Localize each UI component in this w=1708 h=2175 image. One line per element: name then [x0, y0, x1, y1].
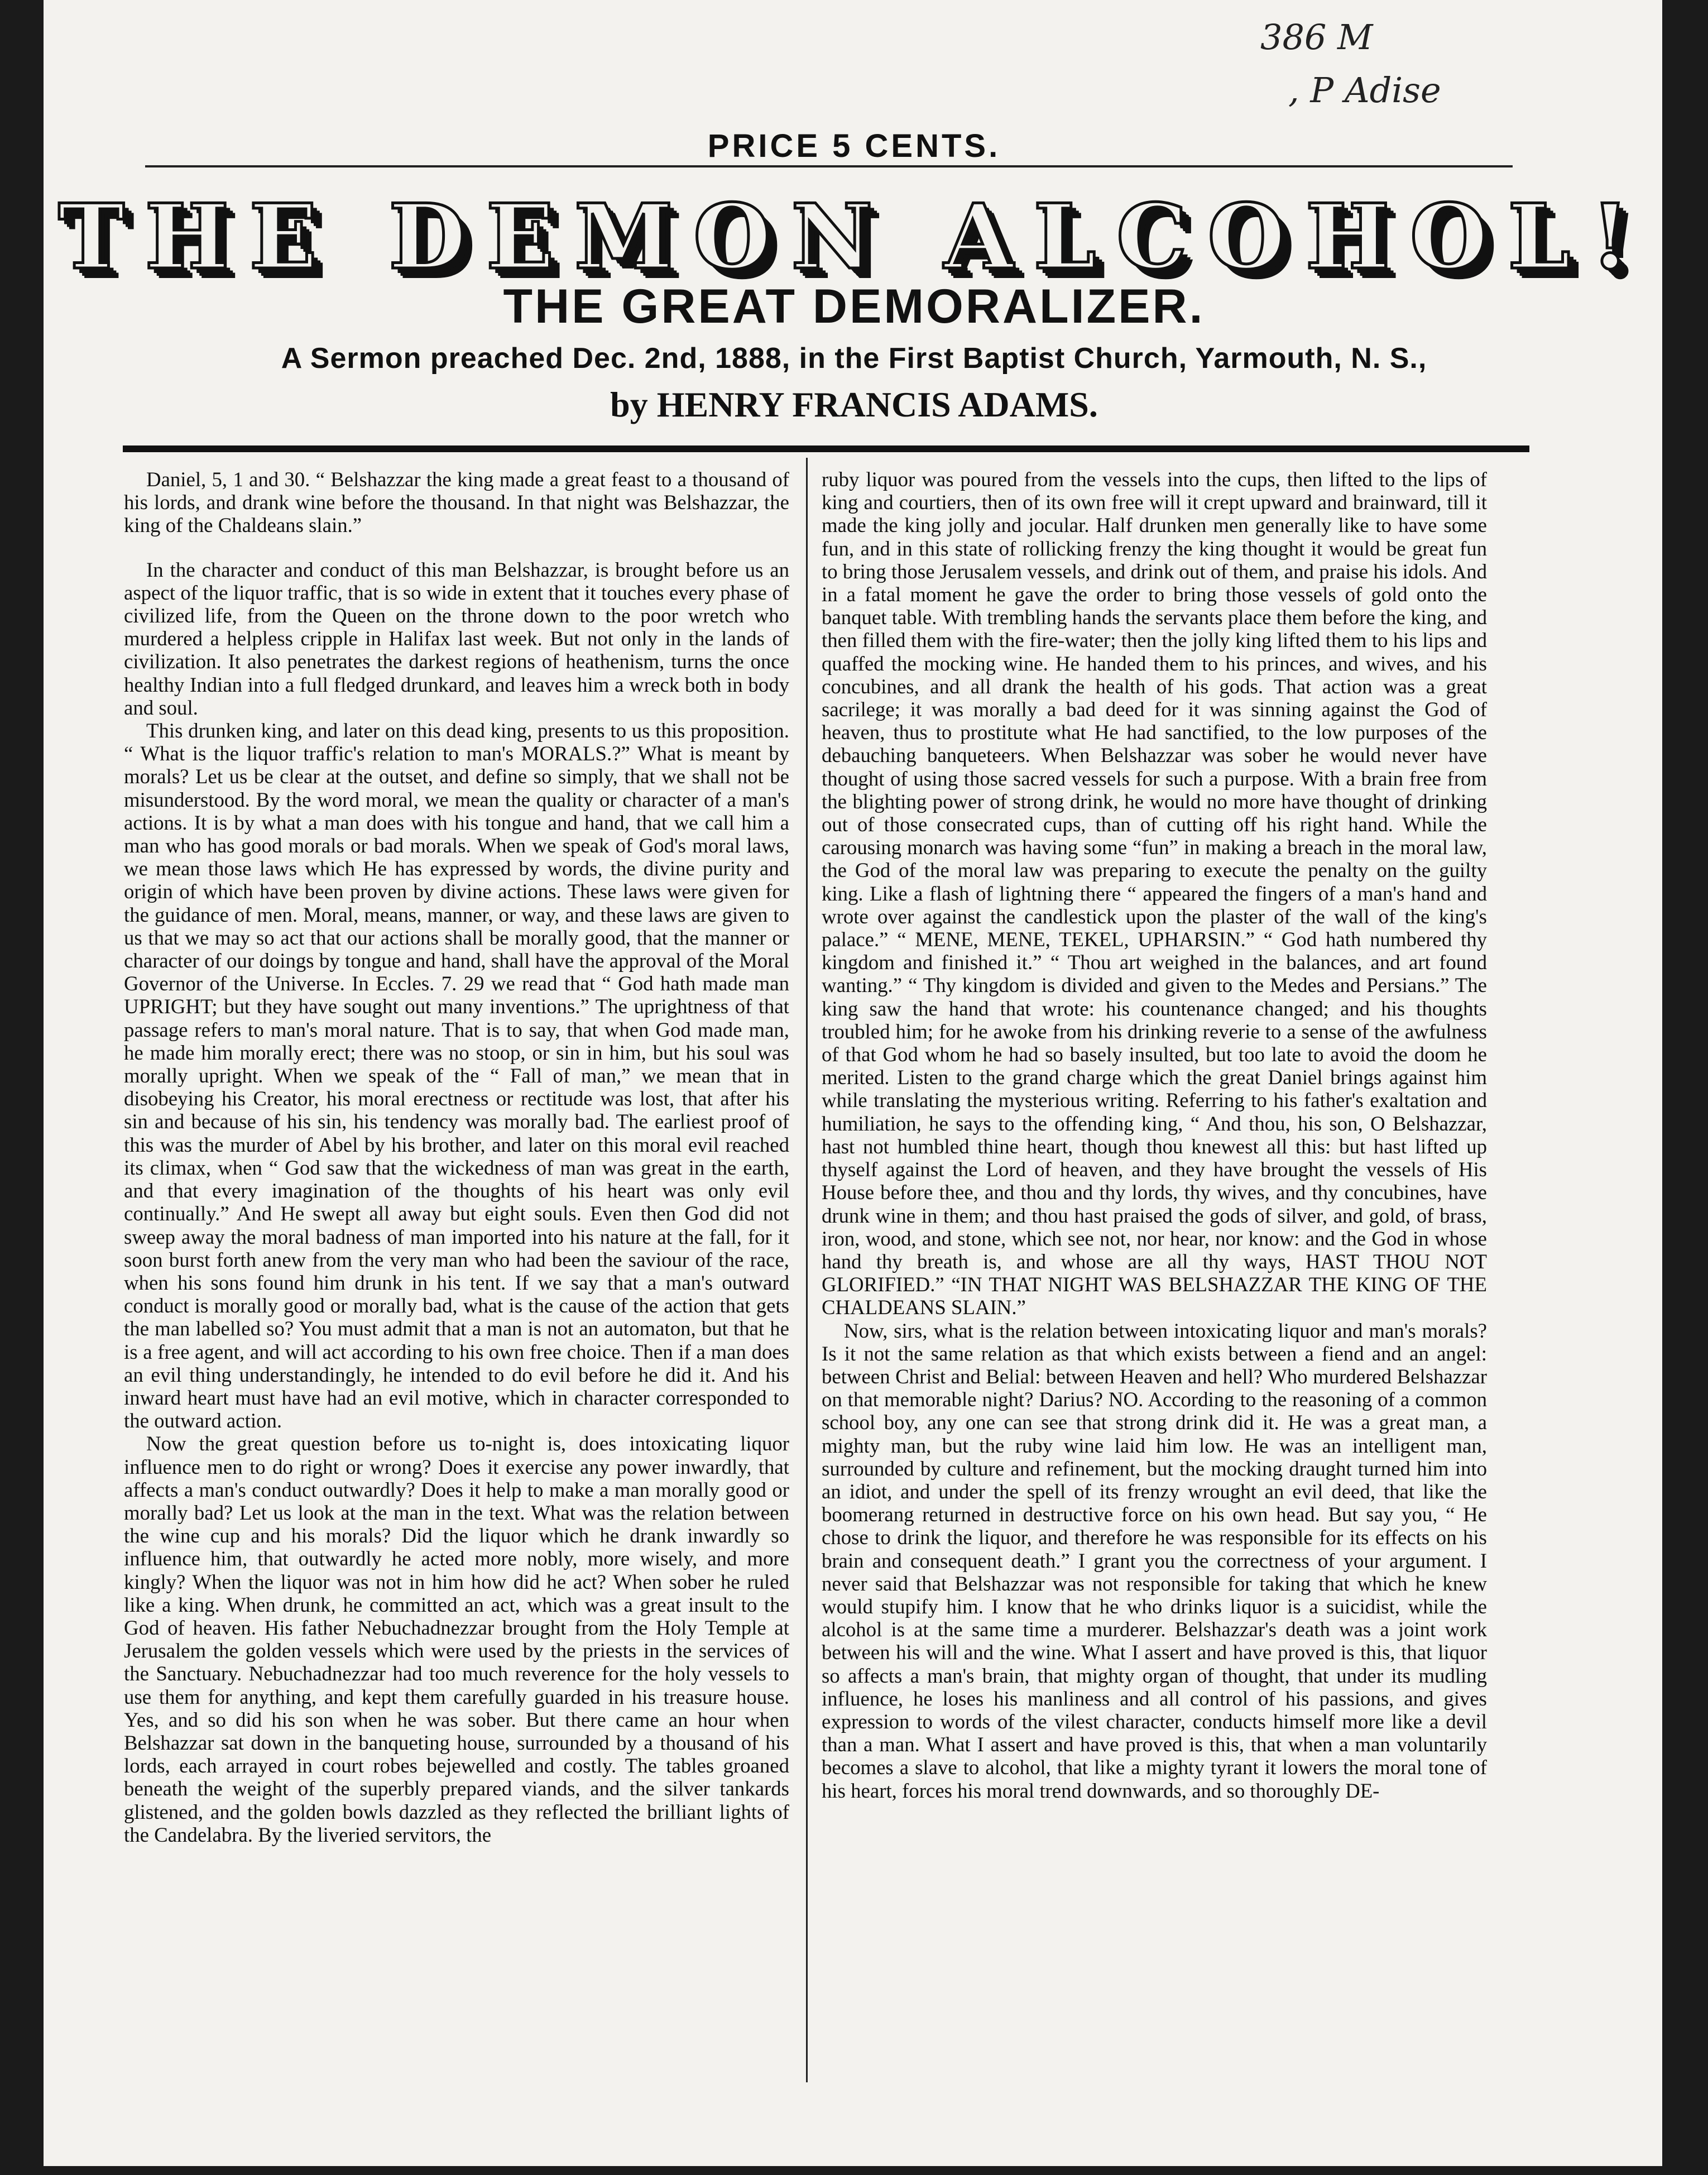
left-paragraph: Daniel, 5, 1 and 30. “ Belshazzar the king made a great feast to a thousand of his lords, and drank wine before the thousand. In that night was Belshazzar, the king of the Chaldeans slain.”: [124, 468, 789, 537]
top-rule: [145, 165, 1513, 167]
left-paragraph: This drunken king, and later on this dead king, presents to us this proposition. “ What is the liquor traffic's relation to man's MORALS.?” What is meant by morals? Let us be clear at the outset, and define so simply, that we shall not be misunderstood. By the word moral, we mean the quality or character of a man's actions. It is by what a man does with his tongue and hand, that we call him a man who has good morals or bad morals. When we speak of God's moral laws, we mean those laws which He has expressed by words, the divine purity and origin of which have been proven by divine actions. These laws were given for the guidance of men. Moral, means, manner, or way, and these laws are given to us that we may so act that our actions shall be morally good, that the manner or character of our doings by tongue and hand, shall have the approval of the Moral Governor of the Universe. In Eccles. 7. 29 we read that “ God hath made man UPRIGHT; but they have sought out many inventions.” The uprightness of that passage refers to man's moral nature. That is to say, that when God made man, he made him morally erect; there was no stoop, or sin in him, but his soul was morally upright. When we speak of the “ Fall of man,” we mean that in disobeying his Creator, his moral erectness or rectitude was lost, that after his sin and because of his sin, his tendency was morally bad. The earliest proof of this was the murder of Abel by his brother, and later on this moral evil reached its climax, when “ God saw that the wickedness of man was great in the earth, and that every imagination of the thoughts of his heart was only evil continually.” And He swept all away but eight souls. Even then God did not sweep away the moral badness of man imported into his nature at the fall, for it soon burst forth anew from the very man who had been the saviour of the race, when his sons found him drunk in his tent. If we say that a man's outward conduct is morally good or morally bad, what is the cause of the action that gets the man labelled so? You must admit that a man is not an automaton, but that he is a free agent, and will act according to his own free choice. Then if a man does an evil thing understandingly, he intended to do evil before he did it. And his inward heart must have had an evil motive, which in character corresponded to the outward action.: [124, 719, 789, 1433]
annotation-line-1: 386 M: [1260, 17, 1373, 58]
sermon-occasion: A Sermon preached Dec. 2nd, 1888, in the First Baptist Church, Yarmouth, N. S.,: [281, 342, 1427, 375]
page-title: THE DEMON ALCOHOL!: [58, 184, 1650, 289]
heavy-rule: [123, 445, 1529, 452]
price-label: PRICE 5 CENTS.: [707, 128, 1001, 164]
right-paragraph: Now, sirs, what is the relation between intoxicating liquor and man's morals? Is it not the same relation as that which exists between a fiend and an angel: between Christ and Belial: between Heaven and hell? Who murdered Belshazzar on that memorable night? Darius? NO. According to the reasoning of a common school boy, any one can see that strong drink did it. He was a great man, a mighty man, but the ruby wine laid him low. He was an intelligent man, surrounded by culture and refinement, but the mocking draught turned him into an idiot, and under the spell of its frenzy wrought an evil deed, that like the boomerang returned in destructive force on his own head. But say you, “ He chose to drink the liquor, and therefore he was responsible for its effects on his brain and consequent death.” I grant you the correctness of your argument. I never said that Belshazzar was not responsible for taking that which he knew would stupify him. I know that he who drinks liquor is a suicidist, while the alcohol is at the same time a murderer. Belshazzar's death was a joint work between his will and the wine. What I assert and have proved is this, that liquor so affects a man's brain, that mighty organ of thought, that under its mudling influence, he loses his manliness and all control of his passions, and gives expression to words of the vilest character, conducts himself more like a devil than a man. What I assert and have proved is this, that when a man voluntarily becomes a slave to alcohol, that like a mighty tyrant it lowers the moral tone of his heart, forces his moral trend downwards, and so thoroughly DE-: [822, 1319, 1487, 1802]
handwritten-annotation: [1260, 11, 1651, 123]
left-paragraph: Now the great question before us to-night is, does intoxicating liquor influence men to do right or wrong? Does it exercise any power inwardly, that affects a man's conduct outwardly? Does it help to make a man morally good or morally bad? Let us look at the man in the text. What was the relation between the wine cup and his morals? Did the liquor which he drank inwardly so influence him, that outwardly he acted more nobly, more wisely, and more kingly? When the liquor was not in him how did he act? When sober he ruled like a king. When drunk, he committed an act, which was a great insult to the God of heaven. His father Nebuchadnezzar brought from the Holy Temple at Jerusalem the golden vessels which were used by the priests in the services of the Sanctuary. Nebuchadnezzar had too much reverence for the holy vessels to use them for anything, and kept them carefully guarded in his treasure house. Yes, and so did his son when he was sober. But there came an hour when Belshazzar sat down in the banqueting house, surrounded by a thousand of his lords, each arrayed in court robes bejewelled and costly. The tables groaned beneath the weight of the superbly prepared viands, and the silver tankards glistened, and the golden bowls dazzled as they reflected the brilliant lights of the Candelabra. By the liveried servitors, the: [124, 1432, 789, 1846]
author-byline: by HENRY FRANCIS ADAMS.: [610, 385, 1098, 424]
page-subtitle: THE GREAT DEMORALIZER.: [503, 280, 1205, 333]
right-column: [822, 468, 1487, 2076]
left-column: [124, 468, 789, 2076]
right-paragraph: ruby liquor was poured from the vessels into the cups, then lifted to the lips of king and courtiers, then of its own free will it crept upward and brainward, till it made the king jolly and jocular. Half drunken men generally like to have some fun, and in this state of rollicking frenzy the king thought it would be great fun to bring those Jerusalem vessels, and drink out of them, and praise his idols. And in a fatal moment he gave the order to bring those vessels of gold onto the banquet table. With trembling hands the servants place them before the king, and then filled them with the fire-water; then the jolly king lifted them to his lips and quaffed the mocking wine. He handed them to his princes, and wives, and his concubines, and all drank the health of his gods. That action was a great sacrilege; it was morally a bad deed for it was sinning against the God of heaven, thus to prostitute what He had sanctified, to the low purposes of the debauching banqueteers. When Belshazzar was sober he would never have thought of using those sacred vessels for such a purpose. With a brain free from the blighting power of strong drink, he would no more have thought of drinking out of those consecrated cups, than of cutting off his right hand. While the carousing monarch was having some “fun” in making a breach in the moral law, the God of the moral law was preparing to execute the penalty on the guilty king. Like a flash of lightning there “ appeared the fingers of a man's hand and wrote over against the candlestick upon the plaster of the wall of the king's palace.” “ MENE, MENE, TEKEL, UPHARSIN.” “ God hath numbered thy kingdom and finished it.” “ Thou art weighed in the balances, and art found wanting.” “ Thy kingdom is divided and given to the Medes and Persians.” The king saw the hand that wrote: his countenance changed; and his thoughts troubled him; for he awoke from his drinking reverie to a sense of the awfulness of that God whom he had so basely insulted, but too late to avoid the doom he merited. Listen to the grand charge which the great Daniel brings against him while translating the mysterious writing. Referring to his father's exaltation and humiliation, he says to the offending king, “ And thou, his son, O Belshazzar, hast not humbled thine heart, though thou knewest all this: but hast lifted up thyself against the Lord of heaven, and they have brought the vessels of His House before thee, and thou and thy lords, thy wives, and thy concubines, have drunk wine in them; and thou hast praised the gods of silver, and gold, of brass, iron, wood, and stone, which see not, nor hear, nor know: and the God in whose hand thy breath is, and whose are all thy ways, HAST THOU NOT GLORIFIED.” “IN THAT NIGHT WAS BELSHAZZAR THE KING OF THE CHALDEANS SLAIN.”: [822, 468, 1487, 1319]
annotation-line-2: , P Adise: [1288, 70, 1441, 111]
left-paragraph: In the character and conduct of this man Belshazzar, is brought before us an aspect of the liquor traffic, that is so wide in extent that it touches every phase of civilized life, from the Queen on the throne down to the poor wretch who murdered a helpless cripple in Halifax last week. But not only in the lands of civilization. It also penetrates the darkest regions of heathenism, turns the once healthy Indian into a full fledged drunkard, and leaves him a wreck both in body and soul.: [124, 558, 789, 719]
column-divider: [806, 458, 808, 2082]
